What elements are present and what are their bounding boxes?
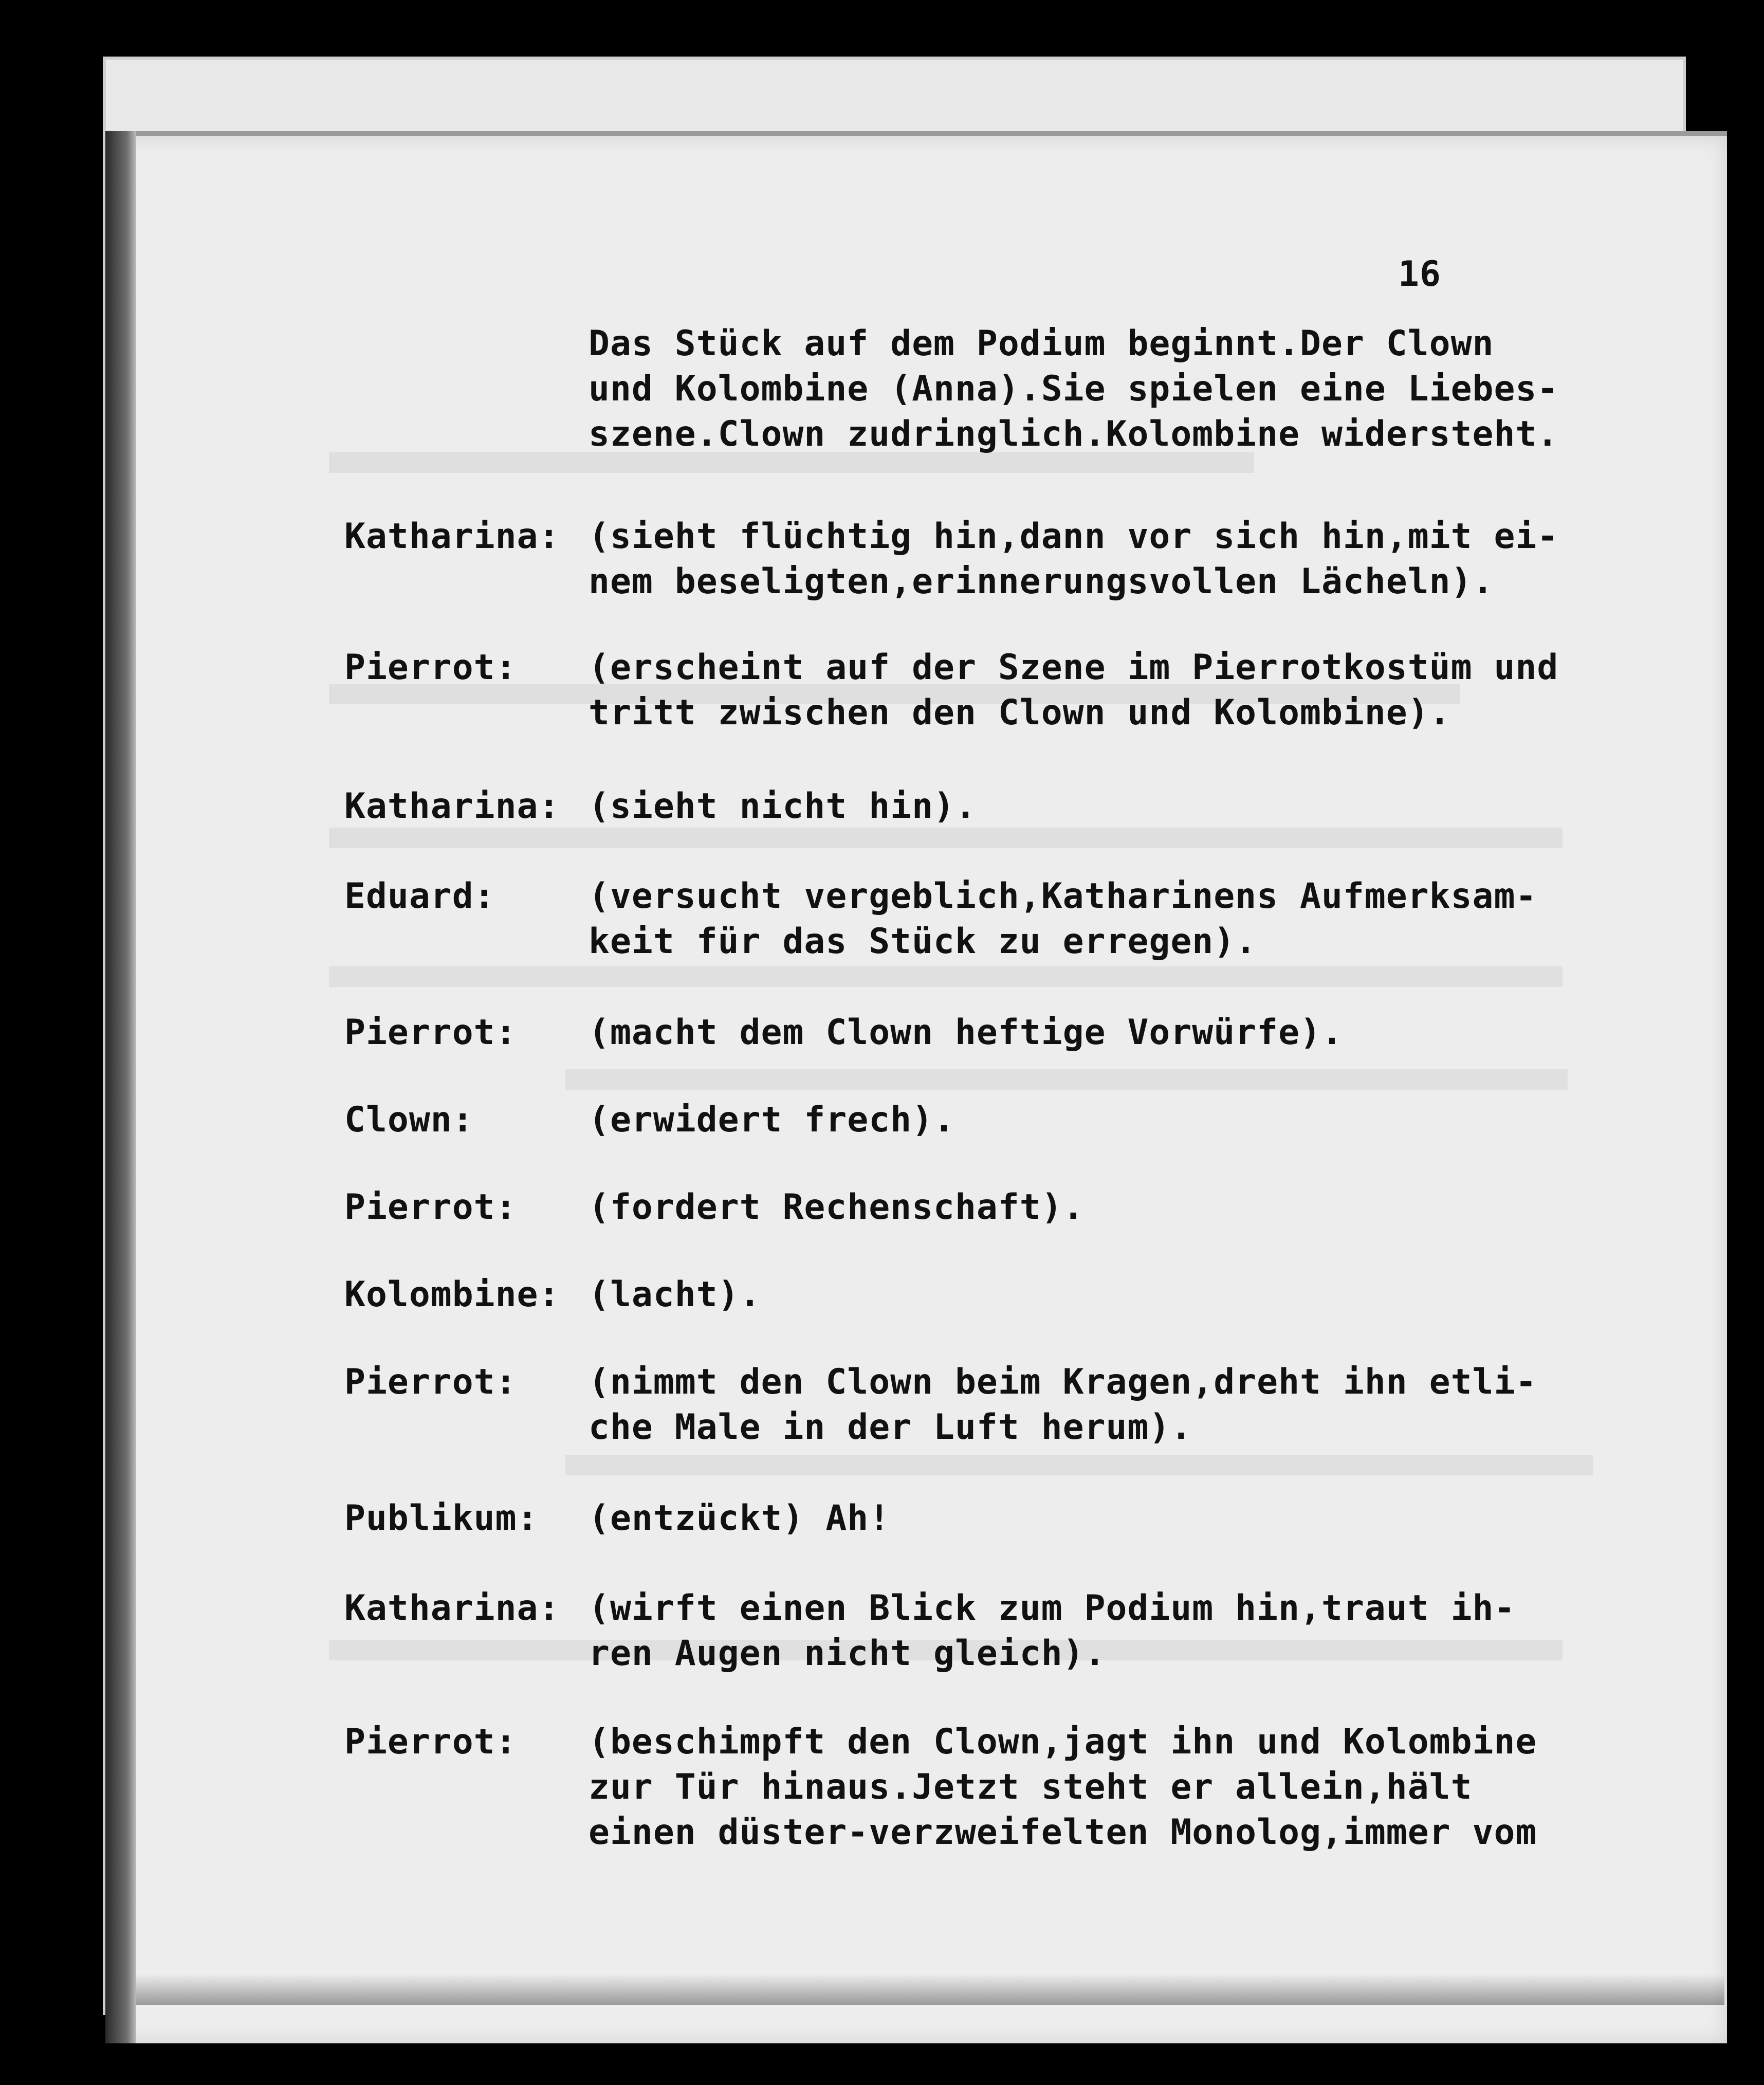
dialogue-text: (erwidert frech). [589,1100,955,1140]
dialogue-text: (entzückt) Ah! [589,1498,891,1539]
dialogue-text: (erscheint auf der Szene im Pierrotkostüm und tritt zwischen den Clown und Kolombine). [589,647,1559,733]
bleed-through-mark [329,966,1563,987]
bleed-through-mark [565,1069,1568,1090]
opening-stage-direction: Das Stück auf dem Podium beginnt.Der Clown und Kolombine (Anna).Sie spielen eine Liebes- szene.Clown zudringlich.Kolombine widersteht. [589,323,1559,454]
speaker-name: Clown: [344,1100,474,1140]
speaker-name: Eduard: [344,876,495,917]
dialogue-text: (fordert Rechenschaft). [589,1187,1085,1228]
bleed-through-mark [329,828,1563,848]
dialogue-text: (macht dem Clown heftige Vorwürfe). [589,1012,1343,1053]
dialogue-text: (nimmt den Clown beim Kragen,dreht ihn etli- che Male in der Luft herum). [589,1362,1537,1448]
dialogue-text: (sieht nicht hin). [589,786,977,827]
dialogue-text: (beschimpft den Clown,jagt ihn und Kolombine zur Tür hinaus.Jetzt steht er allein,hält einen düster-verzweifelten Monolog,immer vom [589,1722,1537,1853]
speaker-name: Katharina: [344,786,560,827]
speaker-name: Katharina: [344,516,560,557]
page-bottom-shadow [136,1974,1724,2005]
speaker-name: Publikum: [344,1498,539,1539]
bleed-through-mark [565,1455,1593,1475]
page-number: 16 [1398,254,1441,295]
speaker-name: Katharina: [344,1588,560,1629]
page-binding-edge [105,131,136,2043]
speaker-name: Pierrot: [344,1722,517,1762]
dialogue-text: (wirft einen Blick zum Podium hin,traut ih- ren Augen nicht gleich). [589,1588,1516,1674]
dialogue-text: (versucht vergeblich,Katharinens Aufmerksam- keit für das Stück zu erregen). [589,876,1537,962]
speaker-name: Kolombine: [344,1274,560,1315]
speaker-name: Pierrot: [344,1187,517,1228]
speaker-name: Pierrot: [344,1012,517,1053]
speaker-name: Pierrot: [344,1362,517,1402]
dialogue-text: (lacht). [589,1274,761,1315]
dialogue-text: (sieht flüchtig hin,dann vor sich hin,mit ei- nem beseligten,erinnerungsvollen Lächeln). [589,516,1559,602]
speaker-name: Pierrot: [344,647,517,688]
